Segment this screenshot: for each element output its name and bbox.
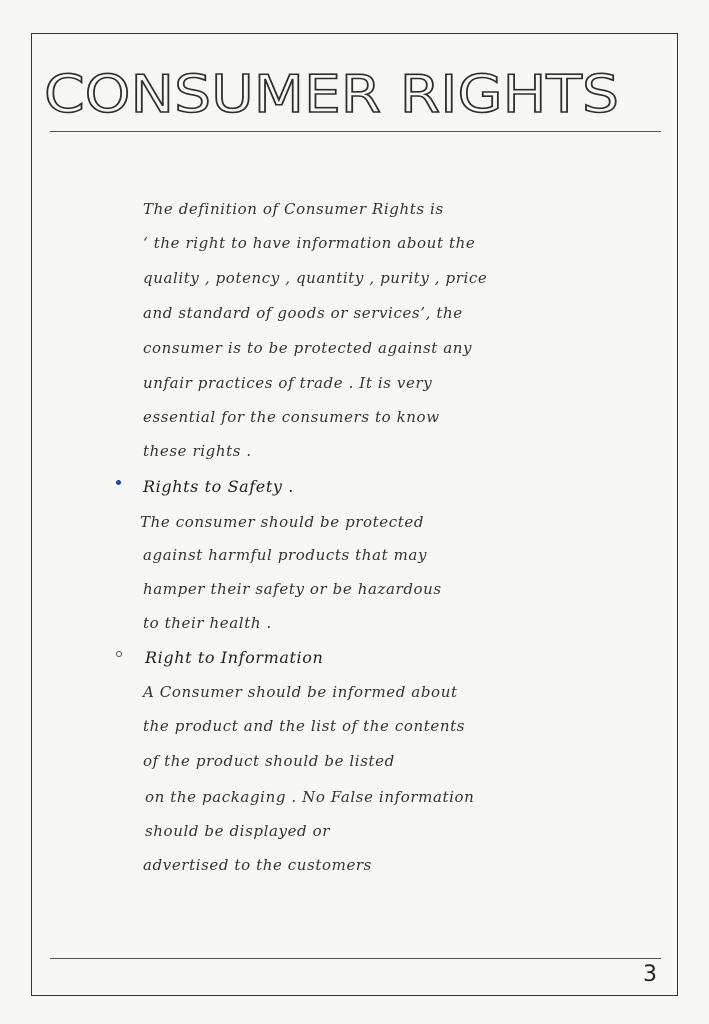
information-line: the product and the list of the contents <box>143 717 466 735</box>
safety-line: against harmful products that may <box>143 546 428 564</box>
information-line: should be displayed or <box>145 822 331 840</box>
information-line: on the packaging . No False information <box>145 788 475 806</box>
intro-line: unfair practices of trade . It is very <box>143 374 433 392</box>
safety-line: to their health . <box>143 614 272 632</box>
section-heading-information: Right to Information <box>145 648 324 667</box>
intro-line: essential for the consumers to know <box>143 408 440 426</box>
information-line: of the product should be listed <box>143 752 395 770</box>
intro-line: these rights . <box>143 442 252 460</box>
information-line: advertised to the customers <box>143 856 372 874</box>
safety-line: hamper their safety or be hazardous <box>143 580 442 598</box>
page-number: 3 <box>643 962 657 987</box>
page-title <box>40 60 630 122</box>
safety-line: The consumer should be protected <box>140 513 425 531</box>
information-line: A Consumer should be informed about <box>143 683 458 701</box>
footer-divider <box>50 958 661 959</box>
intro-line: and standard of goods or services’, the <box>143 304 463 322</box>
section-heading-safety: Rights to Safety . <box>143 477 294 496</box>
intro-line: ‘ the right to have information about the <box>143 234 476 252</box>
bullet-icon <box>116 651 122 657</box>
title-divider <box>50 131 661 132</box>
page-title-text: CONSUMER RIGHTS <box>44 65 619 122</box>
intro-line: consumer is to be protected against any <box>143 339 473 357</box>
intro-line: quality , potency , quantity , purity , price <box>143 269 488 287</box>
bullet-icon <box>116 480 121 485</box>
intro-line: The definition of Consumer Rights is <box>143 200 444 218</box>
